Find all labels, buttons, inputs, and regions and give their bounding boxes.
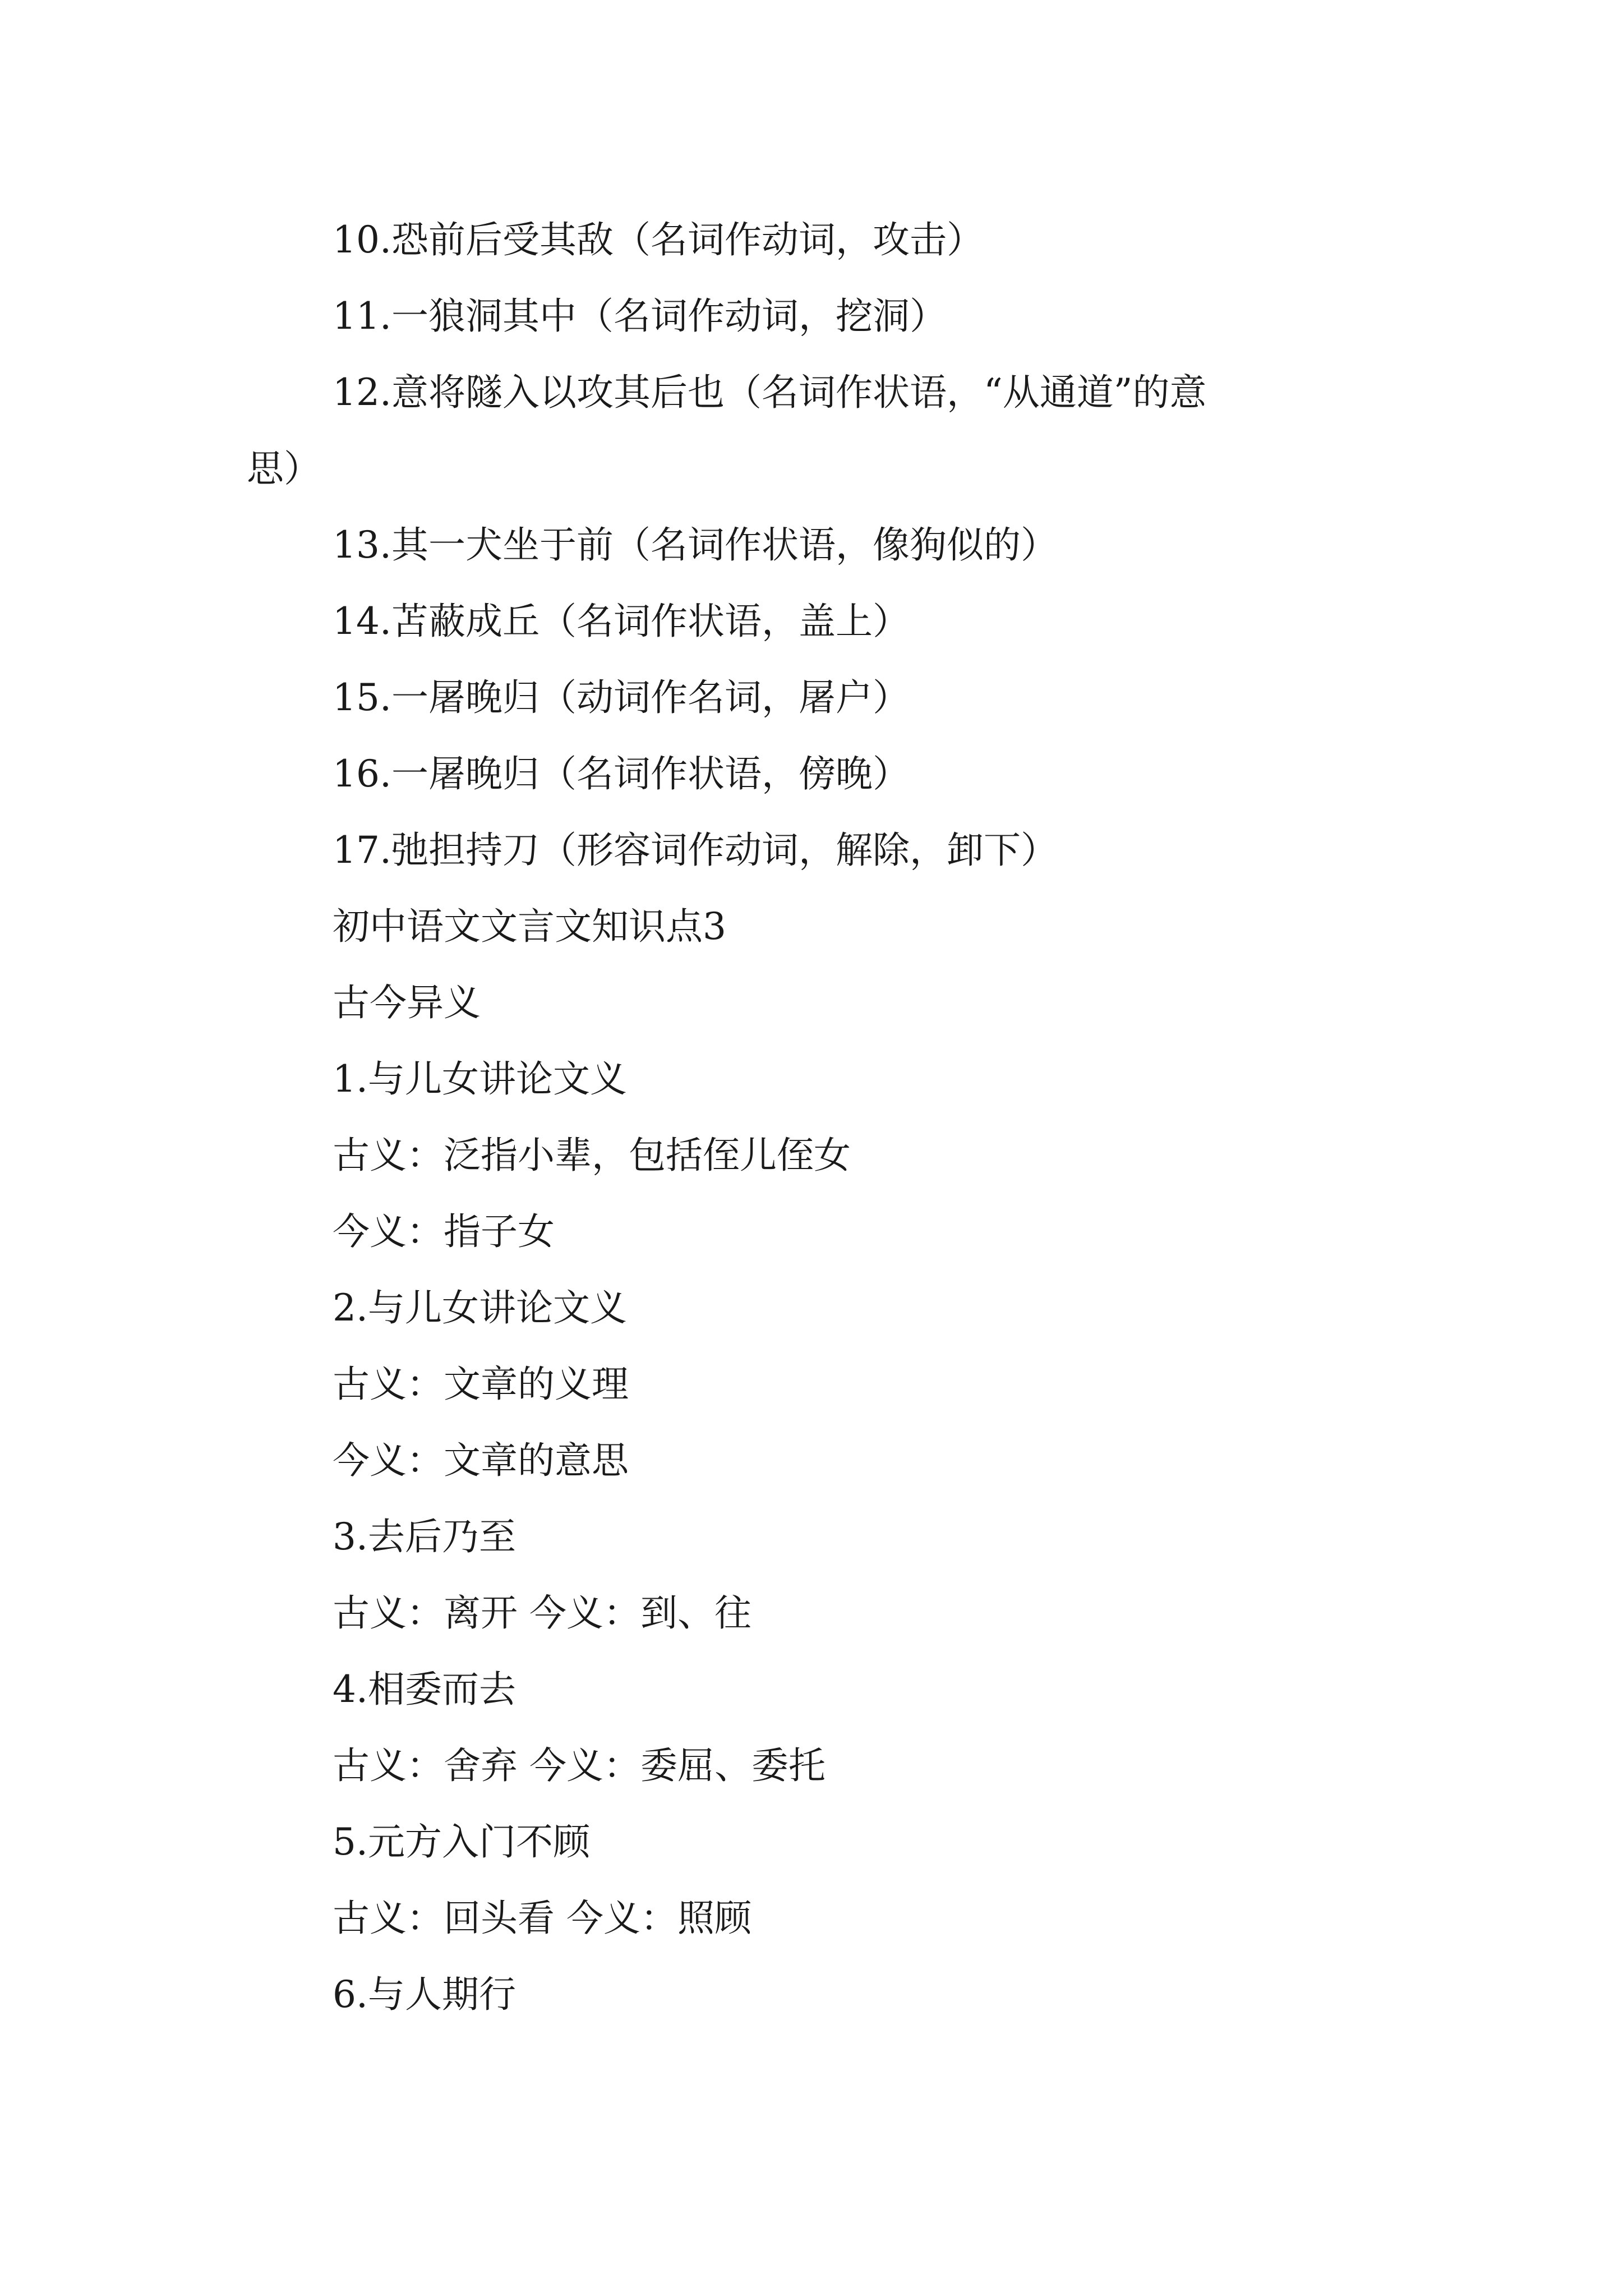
text-line: 古义：回头看 今义：照顾 — [333, 1897, 751, 1940]
text-line: 5.元方入门不顾 — [333, 1820, 590, 1864]
text-line-continuation: 思） — [247, 447, 321, 490]
text-line: 12.意将隧入以攻其后也（名词作状语，“从通道”的意 — [333, 371, 1207, 414]
text-line: 6.与人期行 — [333, 1973, 516, 2016]
text-line: 1.与儿女讲论文义 — [333, 1057, 627, 1101]
text-line: 3.去后乃至 — [333, 1515, 516, 1558]
subsection-heading: 古今异义 — [333, 981, 481, 1024]
text-line: 今义：指子女 — [333, 1210, 555, 1253]
text-line: 古义：文章的义理 — [333, 1363, 629, 1406]
text-line: 16.一屠晚归（名词作状语，傍晚） — [333, 752, 910, 795]
text-line: 2.与儿女讲论文义 — [333, 1286, 627, 1329]
section-title: 初中语文文言文知识点3 — [333, 905, 726, 948]
text-line: 古义：泛指小辈，包括侄儿侄女 — [333, 1134, 851, 1177]
text-line: 17.弛担持刀（形容词作动词，解除，卸下） — [333, 829, 1058, 872]
text-line: 古义：舍弃 今义：委屈、委托 — [333, 1744, 826, 1787]
text-line: 14.苫蔽成丘（名词作状语，盖上） — [333, 600, 910, 643]
text-line: 10.恐前后受其敌（名词作动词，攻击） — [333, 218, 984, 261]
text-line: 古义：离开 今义：到、往 — [333, 1591, 751, 1635]
text-line: 13.其一犬坐于前（名词作状语，像狗似的） — [333, 523, 1058, 567]
text-line: 11.一狼洞其中（名词作动词，挖洞） — [333, 295, 947, 338]
text-line: 今义：文章的意思 — [333, 1439, 629, 1482]
text-line: 15.一屠晚归（动词作名词，屠户） — [333, 676, 910, 719]
document-body — [247, 202, 1391, 2033]
text-line: 4.相委而去 — [333, 1668, 516, 1711]
